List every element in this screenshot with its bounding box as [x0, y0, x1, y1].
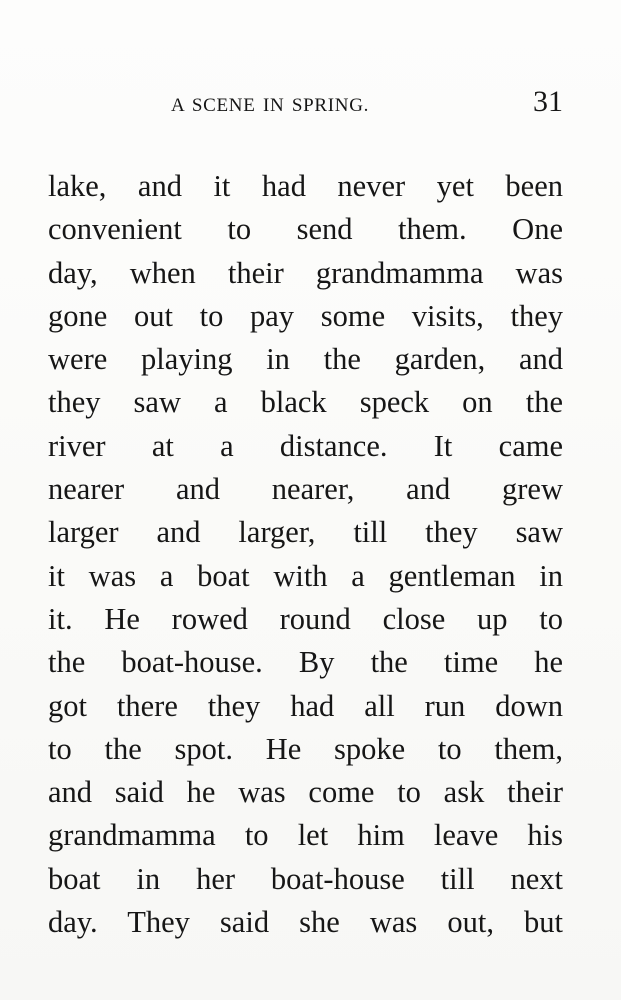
text-line: grandmamma to let him leave his: [48, 818, 563, 853]
page-header: [48, 85, 563, 128]
text-line: got there they had all run down: [48, 688, 563, 723]
text-line: convenient to send them. One: [48, 212, 563, 247]
body-text: [48, 165, 563, 944]
text-line: day. They said she was out, but: [48, 905, 563, 940]
text-line: and said he was come to ask their: [48, 775, 563, 810]
text-line: lake, and it had never yet been: [48, 169, 563, 203]
text-line: it was a boat with a gentleman in: [48, 558, 563, 593]
text-line: were playing in the garden, and: [48, 342, 563, 377]
page-number: 31: [533, 85, 563, 118]
text-line: larger and larger, till they saw: [48, 515, 563, 550]
text-line: boat in her boat-house till next: [48, 861, 563, 896]
text-line: nearer and nearer, and grew: [48, 472, 563, 507]
text-line: day, when their grandmamma was: [48, 255, 563, 290]
text-line: river at a distance. It came: [48, 428, 563, 463]
text-line: to the spot. He spoke to them,: [48, 731, 563, 766]
text-line: the boat-house. By the time he: [48, 645, 563, 680]
text-line: gone out to pay some visits, they: [48, 298, 563, 333]
text-line: it. He rowed round close up to: [48, 601, 563, 636]
running-head: A SCENE IN SPRING.: [171, 95, 370, 116]
text-line: they saw a black speck on the: [48, 385, 563, 420]
